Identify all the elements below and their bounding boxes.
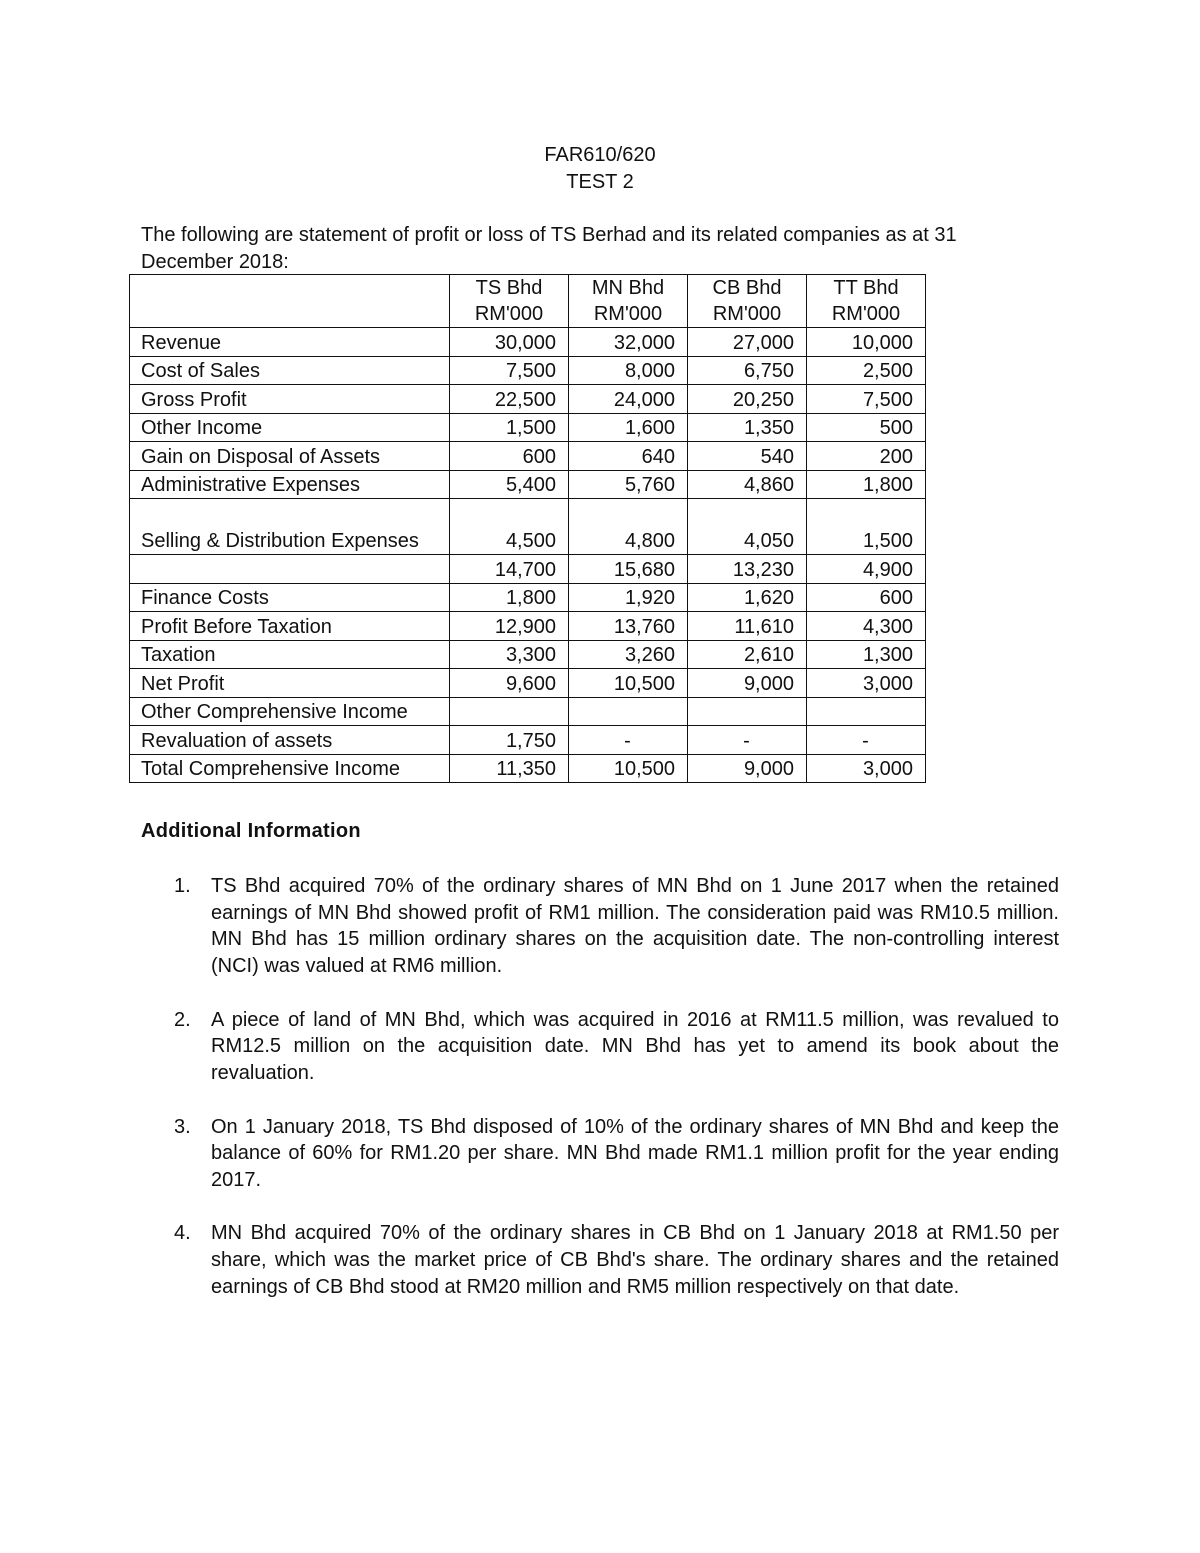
column-name: TT Bhd	[833, 277, 899, 299]
cell-value: 1,620	[688, 583, 807, 612]
row-label: Administrative Expenses	[130, 470, 450, 499]
row-label: Net Profit	[130, 669, 450, 698]
item-number: 4.	[174, 1222, 191, 1245]
table-row	[130, 499, 926, 555]
column-name: CB Bhd	[712, 277, 782, 299]
row-label: Gain on Disposal of Assets	[130, 442, 450, 471]
table-row	[130, 413, 926, 442]
cell-value: 22,500	[450, 385, 569, 414]
list-item	[141, 873, 1059, 980]
cell-value: -	[688, 726, 807, 755]
table-row	[130, 328, 926, 357]
column-name: MN Bhd	[591, 277, 665, 299]
cell-value: 10,000	[807, 328, 926, 357]
cell-value: 10,500	[569, 669, 688, 698]
cell-value: 3,260	[569, 640, 688, 669]
cell-value: 1,600	[569, 413, 688, 442]
column-header-mn	[569, 275, 688, 328]
cell-value: 500	[807, 413, 926, 442]
cell-value	[688, 697, 807, 726]
cell-value: 9,000	[688, 669, 807, 698]
item-text: MN Bhd acquired 70% of the ordinary shares in CB Bhd on 1 January 2018 at RM1.50 per share, which was the market price of CB Bhd's share. The ordinary shares and the retained earnings of CB Bhd stood at RM20 million and RM5 million respectively on that date.	[211, 1222, 1059, 1298]
column-header-cb	[688, 275, 807, 328]
cell-value: 11,610	[688, 612, 807, 641]
list-item	[141, 1220, 1059, 1300]
cell-value: 10,500	[569, 754, 688, 783]
cell-value	[569, 697, 688, 726]
column-unit: RM'000	[831, 303, 901, 325]
cell-value: 13,230	[688, 555, 807, 584]
table-row	[130, 385, 926, 414]
row-label: Revenue	[130, 328, 450, 357]
item-text: A piece of land of MN Bhd, which was acquired in 2016 at RM11.5 million, was revalued to RM12.5 million on the acquisition date. MN Bhd has yet to amend its book about the revaluation.	[211, 1008, 1059, 1085]
profit-loss-table	[129, 274, 926, 783]
cell-value: 1,800	[450, 583, 569, 612]
table-row	[130, 697, 926, 726]
row-label: Profit Before Taxation	[130, 612, 450, 641]
table-row	[130, 640, 926, 669]
column-header-tt	[807, 275, 926, 328]
document-header	[0, 142, 1200, 196]
cell-value: 5,400	[450, 470, 569, 499]
column-unit: RM'000	[593, 303, 663, 325]
cell-value: 3,000	[807, 669, 926, 698]
row-label: Selling & Distribution Expenses	[130, 499, 450, 555]
item-text: On 1 January 2018, TS Bhd disposed of 10% of the ordinary shares of MN Bhd and keep the balance of 60% for RM1.20 per share. MN Bhd made RM1.1 million profit for the year ending 2017.	[211, 1115, 1059, 1191]
cell-value: 200	[807, 442, 926, 471]
table-row	[130, 442, 926, 471]
cell-value: 27,000	[688, 328, 807, 357]
cell-value: 1,750	[450, 726, 569, 755]
cell-value: 640	[569, 442, 688, 471]
table-row	[130, 470, 926, 499]
cell-value: 12,900	[450, 612, 569, 641]
cell-value: 9,600	[450, 669, 569, 698]
table-row	[130, 356, 926, 385]
table-header-row	[130, 275, 926, 328]
item-text: TS Bhd acquired 70% of the ordinary shares of MN Bhd on 1 June 2017 when the retained earnings of MN Bhd showed profit of RM1 million. The consideration paid was RM10.5 million. MN Bhd has 15 million ordinary shares on the acquisition date. The non-controlling interest (NCI) was valued at RM6 million.	[211, 875, 1059, 978]
cell-value: 600	[807, 583, 926, 612]
cell-value: 6,750	[688, 356, 807, 385]
cell-value: 13,760	[569, 612, 688, 641]
row-label: Revaluation of assets	[130, 726, 450, 755]
cell-value: 1,500	[450, 413, 569, 442]
column-name: TS Bhd	[475, 277, 543, 299]
cell-value: 4,900	[807, 555, 926, 584]
cell-value: 24,000	[569, 385, 688, 414]
cell-value: 1,500	[807, 499, 926, 555]
cell-value: 4,800	[569, 499, 688, 555]
cell-value: 11,350	[450, 754, 569, 783]
cell-value: 7,500	[450, 356, 569, 385]
cell-value	[807, 697, 926, 726]
cell-value: 4,860	[688, 470, 807, 499]
cell-value: -	[807, 726, 926, 755]
item-number: 3.	[174, 1115, 191, 1138]
row-label: Gross Profit	[130, 385, 450, 414]
row-label: Finance Costs	[130, 583, 450, 612]
cell-value: 540	[688, 442, 807, 471]
intro-paragraph: The following are statement of profit or loss of TS Berhad and its related companies as at 31 December 2018:	[141, 224, 957, 273]
table-row	[130, 726, 926, 755]
cell-value: 4,050	[688, 499, 807, 555]
column-unit: RM'000	[474, 303, 544, 325]
cell-value: 2,500	[807, 356, 926, 385]
item-number: 2.	[174, 1008, 191, 1031]
cell-value: 9,000	[688, 754, 807, 783]
cell-value: 1,920	[569, 583, 688, 612]
cell-value: 4,300	[807, 612, 926, 641]
table-row	[130, 754, 926, 783]
additional-info-list	[141, 873, 1059, 1327]
cell-value: 4,500	[450, 499, 569, 555]
header-empty-cell	[130, 275, 450, 328]
cell-value: 1,300	[807, 640, 926, 669]
row-label: Other Comprehensive Income	[130, 697, 450, 726]
cell-value: 5,760	[569, 470, 688, 499]
cell-value: 3,300	[450, 640, 569, 669]
cell-value	[450, 697, 569, 726]
cell-value: 20,250	[688, 385, 807, 414]
item-number: 1.	[174, 875, 191, 897]
row-label	[130, 555, 450, 584]
cell-value: 8,000	[569, 356, 688, 385]
cell-value: 3,000	[807, 754, 926, 783]
cell-value: 14,700	[450, 555, 569, 584]
course-code: FAR610/620	[544, 144, 656, 166]
additional-info-heading: Additional Information	[141, 820, 361, 842]
list-item	[141, 1114, 1059, 1194]
table-row	[130, 612, 926, 641]
list-item	[141, 1007, 1059, 1087]
cell-value: 7,500	[807, 385, 926, 414]
cell-value: -	[569, 726, 688, 755]
column-header-ts	[450, 275, 569, 328]
row-label: Taxation	[130, 640, 450, 669]
row-label: Cost of Sales	[130, 356, 450, 385]
test-title: TEST 2	[566, 171, 634, 193]
table-row	[130, 583, 926, 612]
cell-value: 32,000	[569, 328, 688, 357]
cell-value: 1,800	[807, 470, 926, 499]
cell-value: 15,680	[569, 555, 688, 584]
row-label: Total Comprehensive Income	[130, 754, 450, 783]
row-label: Other Income	[130, 413, 450, 442]
table-row	[130, 555, 926, 584]
table-row	[130, 669, 926, 698]
column-unit: RM'000	[712, 303, 782, 325]
cell-value: 30,000	[450, 328, 569, 357]
cell-value: 2,610	[688, 640, 807, 669]
cell-value: 600	[450, 442, 569, 471]
cell-value: 1,350	[688, 413, 807, 442]
